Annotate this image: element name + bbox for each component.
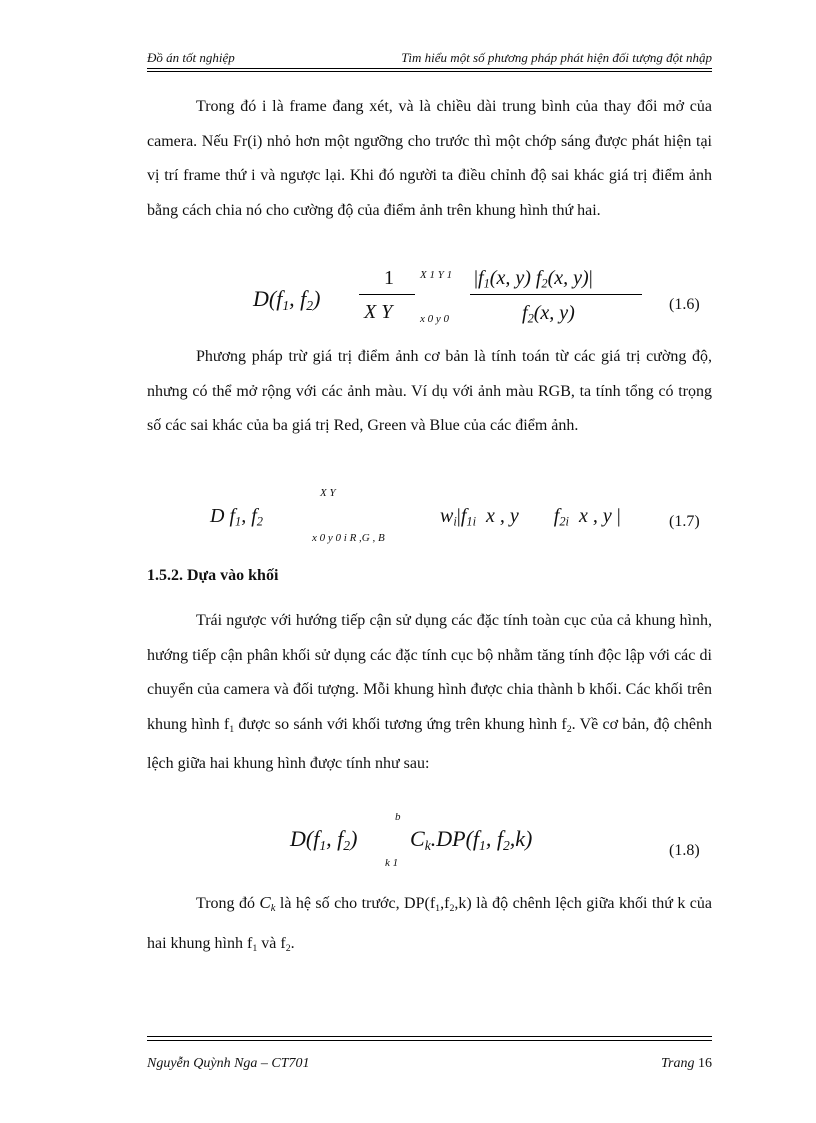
page-footer <box>147 1056 712 1072</box>
eq16-frac-den: X Y <box>364 301 393 323</box>
eq18-lhs: $D(f_1$, $f_2$) <box>290 826 358 854</box>
eq17-sum-bottom: x 0 y 0 i R ,G , B <box>312 532 385 544</box>
eq16-main-frac-bar <box>470 294 642 295</box>
eq17-lhs: D $f_1$, $f_2$ <box>210 505 263 529</box>
page-number: 16 <box>698 1056 712 1071</box>
eq18-number: (1.8) <box>669 842 700 859</box>
eq16-denominator: $f_2(x$, y) <box>522 302 575 326</box>
header-rule-thin <box>147 71 712 72</box>
eq17-sum-top: X Y <box>320 487 336 499</box>
paragraph-3: Trái ngược với hướng tiếp cận sử dụng các đặc tính toàn cục của cả khung hình, hướng tiếp cận phân khối sử dụng các đặc tính cục bộ nhằm tăng tính độc lập với các di chuyển của camera và đối tượng. Mỗi khung hình được chia thành b khối. Các khối trên khung hình $f_1$ được so sánh với khối tương ứng trên khung hình $f_2$. Về cơ bản, độ chênh lệch giữa hai khung hình được tính như sau: <box>147 612 713 772</box>
header-right: Tìm hiểu một số phương pháp phát hiện đối tượng đột nhập <box>401 50 712 65</box>
eq16-frac-num: 1 <box>384 267 394 289</box>
eq16-sum-bottom: x 0 y 0 <box>420 313 450 325</box>
eq16-lhs: $D(f_1$, $f_2$) <box>253 286 321 314</box>
eq18-body: $C_k.DP(f_1$, $f_2,k$) <box>410 826 533 854</box>
eq16-number: (1.6) <box>669 296 700 313</box>
footer-author: Nguyễn Quỳnh Nga – CT701 <box>147 1056 310 1071</box>
section-heading: 1.5.2. Dựa vào khối <box>147 567 279 584</box>
eq18-sum-top: b <box>395 811 401 823</box>
footer-page: Trang 16 <box>661 1056 712 1071</box>
eq16-numerator: $|f_1(x$, y) $f_2(x$, y)| <box>474 267 593 291</box>
footer-rule <box>147 1040 712 1041</box>
eq16-sum-top: X 1 Y 1 <box>420 269 453 281</box>
eq18-sum-bottom: k 1 <box>385 857 399 869</box>
paragraph-4: Trong đó $C_k$ là hệ số cho trước, $DP(f_1,f_2,k)$ là độ chênh lệch giữa khối thứ k của hai khung hình $f_1$ và $f_2$. <box>147 893 713 954</box>
eq17-body: $w_i|f_{1i}$ x , y $f_{2i}$ x , y | <box>440 505 621 529</box>
footer-rule-thin <box>147 1036 712 1037</box>
eq17-number: (1.7) <box>669 513 700 530</box>
paragraph-1: Trong đó i là frame đang xét, và là chiều dài trung bình của thay đổi mở của camera. Nếu Fr(i) nhỏ hơn một ngưỡng cho trước thì một chớp sáng được phát hiện tại vị trí frame thứ i và ngược lại. Khi đó người ta điều chỉnh độ sai khác giá trị điểm ảnh bằng cách chia nó cho cường độ của điểm ảnh trên khung hình thứ hai. <box>147 98 712 219</box>
page-header <box>147 50 712 66</box>
paragraph-2: Phương pháp trừ giá trị điểm ảnh cơ bản là tính toán từ các giá trị cường độ, nhưng có thể mở rộng với các ảnh màu. Ví dụ với ảnh màu RGB, ta tính tổng có trọng số các sai khác của ba giá trị Red, Green và Blue của các điểm ảnh. <box>147 348 712 434</box>
eq16-frac-bar <box>359 294 415 295</box>
header-rule <box>147 68 712 69</box>
header-left: Đồ án tốt nghiệp <box>147 50 235 65</box>
